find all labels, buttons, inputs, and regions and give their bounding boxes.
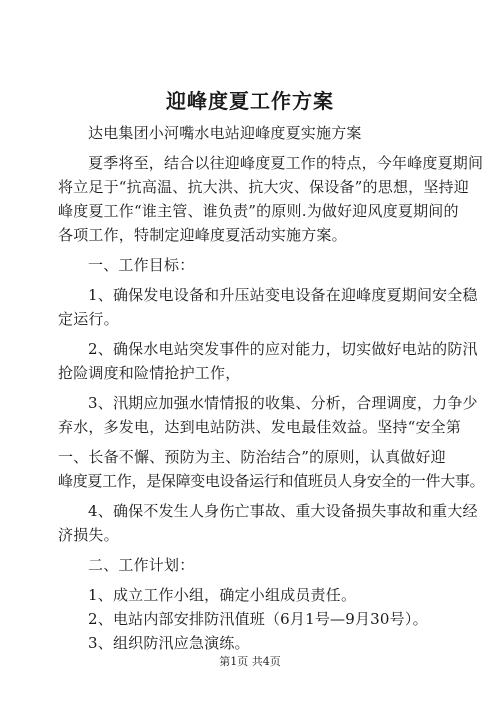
- subtitle-line: 达电集团小河嘴水电站迎峰度夏实施方案: [88, 124, 362, 142]
- paragraph-line: 各项工作，特制定迎峰度夏活动实施方案。: [58, 226, 347, 244]
- paragraph-line: 抢险调度和险情抢护工作，: [58, 364, 241, 382]
- paragraph-line: 将立足于“抗高温、抗大洪、抗大灾、保设备”的思想，坚持迎: [58, 178, 469, 196]
- paragraph-line: 4、确保不发生人身伤亡事故、重大设备损失事故和重大经: [88, 502, 478, 520]
- paragraph-line: 峰度夏工作“谁主管、谁负责”的原则.为做好迎风度夏期间的: [58, 202, 459, 220]
- paragraph-line: 夏季将至，结合以往迎峰度夏工作的特点，今年峰度夏期间: [88, 154, 484, 172]
- paragraph-line: 2、电站内部安排防汛值班（6月1号—9月30号）。: [88, 610, 428, 628]
- paragraph-line: 峰度夏工作，是保障变电设备运行和值班员人身安全的一件大事。: [58, 472, 485, 490]
- paragraph-line: 一、长备不懈、预防为主、防治结合”的原则，认真做好迎: [58, 448, 446, 466]
- paragraph-line: 弃水，多发电，达到电站防洪、发电最佳效益。坚持“安全第: [58, 418, 462, 436]
- paragraph-line: 1、确保发电设备和升压站变电设备在迎峰度夏期间安全稳: [88, 286, 478, 304]
- paragraph-line: 3、组织防汛应急演练。: [88, 634, 250, 652]
- paragraph-line: 3、汛期应加强水情情报的收集、分析，合理调度，力争少: [88, 394, 478, 412]
- section-heading: 一、工作目标：: [88, 256, 195, 274]
- section-heading: 二、工作计划：: [88, 556, 195, 574]
- document-title: 迎峰度夏工作方案: [166, 89, 334, 113]
- paragraph-line: 济损失。: [58, 526, 119, 544]
- paragraph-line: 定运行。: [58, 310, 119, 328]
- paragraph-line: 2、确保水电站突发事件的应对能力，切实做好电站的防汛: [88, 340, 478, 358]
- page-footer: 第1页 共4页: [219, 655, 281, 668]
- paragraph-line: 1、成立工作小组，确定小组成员责任。: [88, 586, 357, 604]
